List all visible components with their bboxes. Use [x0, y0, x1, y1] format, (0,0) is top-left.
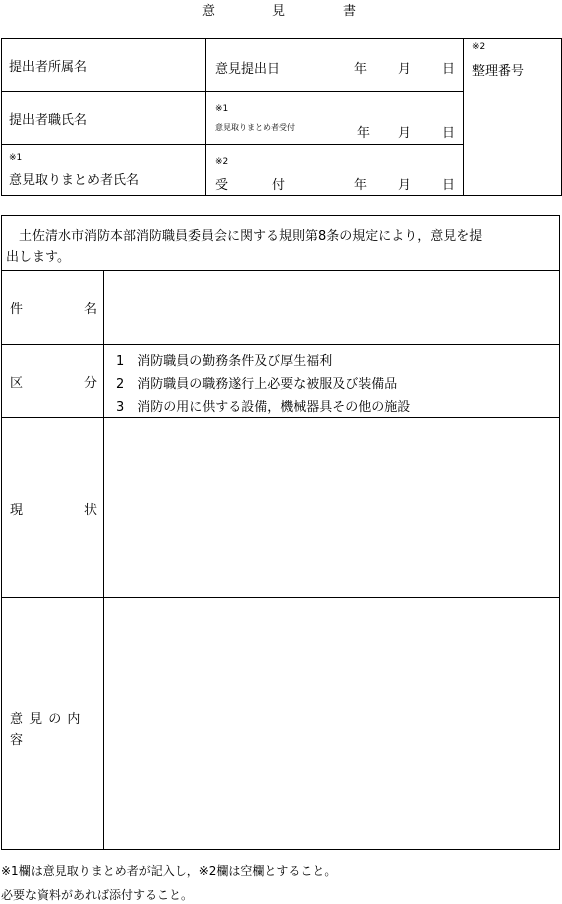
header-row-divider-1: [1, 91, 464, 92]
intro-line-1: 土佐清水市消防本部消防職員委員会に関する規則第8条の規定により，意見を提: [6, 229, 483, 244]
reception-2-note-mark: ※2: [215, 157, 229, 167]
title-char-1: 意: [202, 4, 216, 19]
reception-day: 日: [442, 126, 456, 141]
submit-date-day: 日: [442, 62, 456, 77]
reception-char-1: 受: [215, 178, 229, 193]
opinion-content-label-line-1: 意 見 の 内: [10, 712, 82, 727]
category-row-divider: [1, 417, 560, 418]
reception-note-mark: ※1: [215, 104, 229, 114]
subject-row-divider: [1, 344, 560, 345]
ref-number-note-mark: ※2: [472, 42, 486, 52]
intro-row-divider: [1, 270, 560, 271]
current-status-label-char-1: 現: [10, 503, 24, 518]
opinion-content-label-line-2: 容: [10, 733, 24, 748]
subject-label-char-2: 名: [84, 302, 98, 317]
submitter-name-label: 提出者職氏名: [9, 113, 88, 128]
ref-number-label: 整理番号: [472, 64, 525, 79]
category-option-3: 3 消防の用に供する設備，機械器具その他の施設: [116, 400, 411, 415]
header-row-divider-2: [1, 144, 464, 145]
intro-line-2: 出します。: [6, 250, 70, 265]
submitter-affiliation-label: 提出者所属名: [9, 60, 88, 75]
summarizer-name-label: 意見取りまとめ者氏名: [9, 173, 140, 188]
subject-label-char-1: 件: [10, 302, 24, 317]
page-title: [0, 0, 562, 18]
category-label-char-1: 区: [10, 376, 24, 391]
reception-year: 年: [357, 126, 371, 141]
category-label-char-2: 分: [84, 376, 98, 391]
reception-by-summarizer-label: 意見取りまとめ者受付: [215, 123, 295, 132]
reception-2-month: 月: [398, 178, 412, 193]
title-char-3: 書: [343, 4, 357, 19]
submit-date-year: 年: [354, 62, 368, 77]
reception-month: 月: [398, 126, 412, 141]
reception-2-year: 年: [354, 178, 368, 193]
current-row-divider: [1, 597, 560, 598]
title-char-2: 見: [272, 4, 286, 19]
label-column-divider: [103, 270, 104, 850]
note-line-2: 必要な資料があれば添付すること。: [1, 888, 194, 902]
reception-2-day: 日: [442, 178, 456, 193]
summarizer-note-mark: ※1: [9, 153, 23, 163]
header-divider-2: [463, 38, 464, 196]
category-option-2: 2 消防職員の職務遂行上必要な被服及び装備品: [116, 377, 398, 392]
category-option-1: 1 消防職員の勤務条件及び厚生福利: [116, 354, 333, 369]
submit-date-month: 月: [398, 62, 412, 77]
header-divider-1: [205, 38, 206, 196]
note-line-1: ※1欄は意見取りまとめ者が記入し，※2欄は空欄とすること。: [1, 864, 337, 878]
submit-date-label: 意見提出日: [215, 62, 281, 77]
current-status-label-char-2: 状: [84, 503, 98, 518]
reception-char-2: 付: [272, 178, 286, 193]
